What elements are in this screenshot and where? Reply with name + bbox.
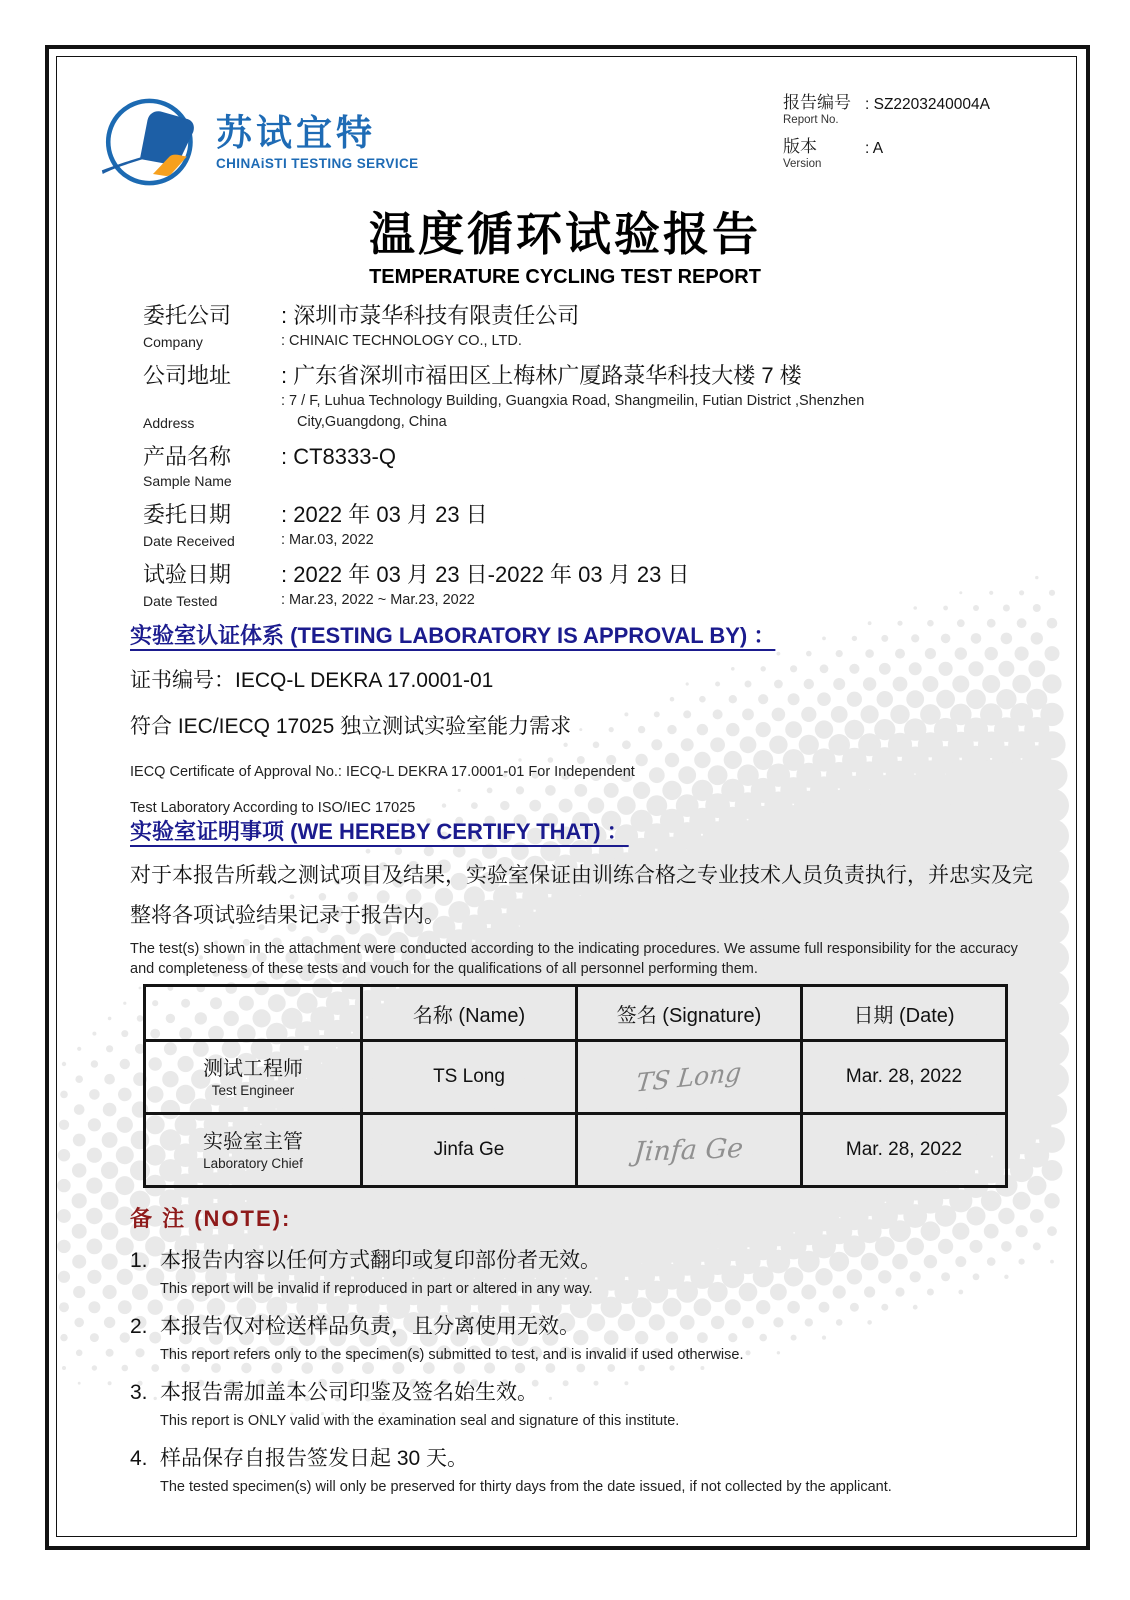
field-row-company — [143, 301, 1043, 352]
note-item-3 — [130, 1377, 1030, 1431]
date-received-value-en: : Mar.03, 2022 — [281, 532, 374, 548]
note-text-zh: 样品保存自报告签发日起 30 天。 — [160, 1447, 469, 1470]
company-label-zh: 委托公司 — [143, 303, 232, 328]
sample-value: : CT8333-Q — [281, 444, 396, 469]
certify-section — [130, 818, 1038, 979]
header-date: 日期 (Date) — [802, 986, 1007, 1041]
approval-en-line1: IECQ Certificate of Approval No.: IECQ-L DEKRA 17.0001-01 For Independent — [130, 764, 635, 780]
approval-en-line2: Test Laboratory According to ISO/IEC 17025 — [130, 800, 416, 816]
date-received-label-en: Date Received — [143, 533, 235, 549]
field-row-date-tested — [143, 560, 1043, 611]
report-no-row — [783, 92, 1073, 127]
chief-signature: Jinfa Ge — [633, 1132, 745, 1168]
signature-table-header-row — [145, 986, 1007, 1041]
report-no-label-en: Report No. — [783, 114, 839, 126]
report-no-label-zh: 报告编号 — [783, 93, 851, 112]
address-label-en: Address — [143, 415, 195, 431]
engineer-date: Mar. 28, 2022 — [802, 1041, 1007, 1114]
note-text-en: This report refers only to the specimen(s) submitted to test, and is invalid if used otherwise. — [160, 1347, 744, 1363]
chief-date: Mar. 28, 2022 — [802, 1114, 1007, 1187]
note-number: 1. — [130, 1249, 148, 1272]
version-row — [783, 136, 1073, 171]
conformity-line: 符合 IEC/IECQ 17025 独立测试实验室能力需求 — [130, 715, 572, 738]
address-value-en-line2: City,Guangdong, China — [297, 414, 447, 430]
field-row-address — [143, 361, 1043, 433]
signature-table — [143, 984, 1008, 1188]
address-label-zh: 公司地址 — [143, 363, 232, 388]
logo-name-zh: 苏试宜特 — [216, 112, 377, 153]
field-row-date-received — [143, 500, 1043, 551]
note-number: 2. — [130, 1315, 148, 1338]
note-number: 4. — [130, 1447, 148, 1470]
company-logo — [100, 90, 419, 194]
date-tested-label-en: Date Tested — [143, 593, 218, 609]
notes-section — [130, 1202, 1030, 1497]
field-row-sample-name — [143, 442, 1043, 491]
logo-mark-icon — [100, 90, 206, 194]
role-zh: 实验室主管 — [203, 1130, 303, 1153]
certify-body-zh: 对于本报告所载之测试项目及结果，实验室保证由训练合格之专业技术人员负责执行，并忠实及完整将各项试验结果记录于报告内。 — [130, 864, 1033, 927]
note-text-zh: 本报告内容以任何方式翻印或复印部份者无效。 — [160, 1249, 601, 1272]
address-value-en-line1: : 7 / F, Luhua Technology Building, Guangxia Road, Shangmeilin, Futian District ,Shenzhen — [281, 393, 865, 409]
note-text-en: This report is ONLY valid with the examination seal and signature of this institute. — [160, 1413, 680, 1429]
note-item-4 — [130, 1443, 1030, 1497]
date-tested-label-zh: 试验日期 — [143, 562, 232, 587]
role-en: Laboratory Chief — [203, 1155, 303, 1171]
certify-heading: 实验室证明事项 (WE HEREBY CERTIFY THAT) ： — [130, 819, 629, 844]
table-row-laboratory-chief — [145, 1114, 1007, 1187]
report-no-value: : SZ2203240004A — [865, 96, 990, 113]
header-signature: 签名 (Signature) — [577, 986, 802, 1041]
engineer-signature: TS Long — [634, 1056, 744, 1098]
version-label-zh: 版本 — [783, 137, 817, 156]
date-tested-value-zh: : 2022 年 03 月 23 日-2022 年 03 月 23 日 — [281, 562, 690, 587]
note-item-1 — [130, 1245, 1030, 1299]
info-fields — [143, 301, 1043, 620]
page-title-en: TEMPERATURE CYCLING TEST REPORT — [369, 266, 761, 288]
sample-label-zh: 产品名称 — [143, 444, 232, 469]
date-received-value-zh: : 2022 年 03 月 23 日 — [281, 502, 488, 527]
report-meta — [783, 92, 1073, 180]
company-value-en: : CHINAIC TECHNOLOGY CO., LTD. — [281, 333, 522, 349]
chief-name: Jinfa Ge — [362, 1114, 577, 1187]
version-value: : A — [865, 140, 884, 157]
role-zh: 测试工程师 — [203, 1057, 303, 1080]
page-title-zh: 温度循环试验报告 — [369, 208, 761, 260]
header-name: 名称 (Name) — [362, 986, 577, 1041]
approval-section — [130, 622, 1030, 816]
note-text-en: The tested specimen(s) will only be preserved for thirty days from the date issued, if not collected by the applicant. — [160, 1479, 892, 1495]
date-received-label-zh: 委托日期 — [143, 502, 232, 527]
note-text-zh: 本报告需加盖本公司印鉴及签名始生效。 — [160, 1381, 538, 1404]
note-text-zh: 本报告仅对检送样品负责，且分离使用无效。 — [160, 1315, 580, 1338]
company-value-zh: : 深圳市菉华科技有限责任公司 — [281, 303, 580, 328]
logo-name-en: CHINAiSTI TESTING SERVICE — [216, 156, 419, 171]
sample-label-en: Sample Name — [143, 473, 232, 489]
certify-body-en: The test(s) shown in the attachment were conducted according to the indicating procedures. We assume full responsibility for the accuracy and completeness of these tests and vouch for the qualifications of all personnel performing them. — [130, 941, 1018, 977]
table-row-test-engineer — [145, 1041, 1007, 1114]
certificate-no-line: 证书编号：IECQ-L DEKRA 17.0001-01 — [130, 669, 494, 692]
engineer-name: TS Long — [362, 1041, 577, 1114]
note-text-en: This report will be invalid if reproduced in part or altered in any way. — [160, 1281, 593, 1297]
logo-text — [216, 113, 419, 171]
company-label-en: Company — [143, 334, 203, 350]
date-tested-value-en: : Mar.23, 2022 ~ Mar.23, 2022 — [281, 592, 475, 608]
note-number: 3. — [130, 1381, 148, 1404]
approval-heading: 实验室认证体系 (TESTING LABORATORY IS APPROVAL BY) ： — [130, 623, 776, 648]
version-label-en: Version — [783, 158, 822, 170]
address-value-zh: : 广东省深圳市福田区上梅林广厦路菉华科技大楼 7 楼 — [281, 363, 802, 388]
note-item-2 — [130, 1311, 1030, 1365]
notes-heading: 备 注 (NOTE): — [130, 1206, 292, 1231]
role-en: Test Engineer — [211, 1082, 295, 1098]
header-empty — [145, 986, 362, 1041]
